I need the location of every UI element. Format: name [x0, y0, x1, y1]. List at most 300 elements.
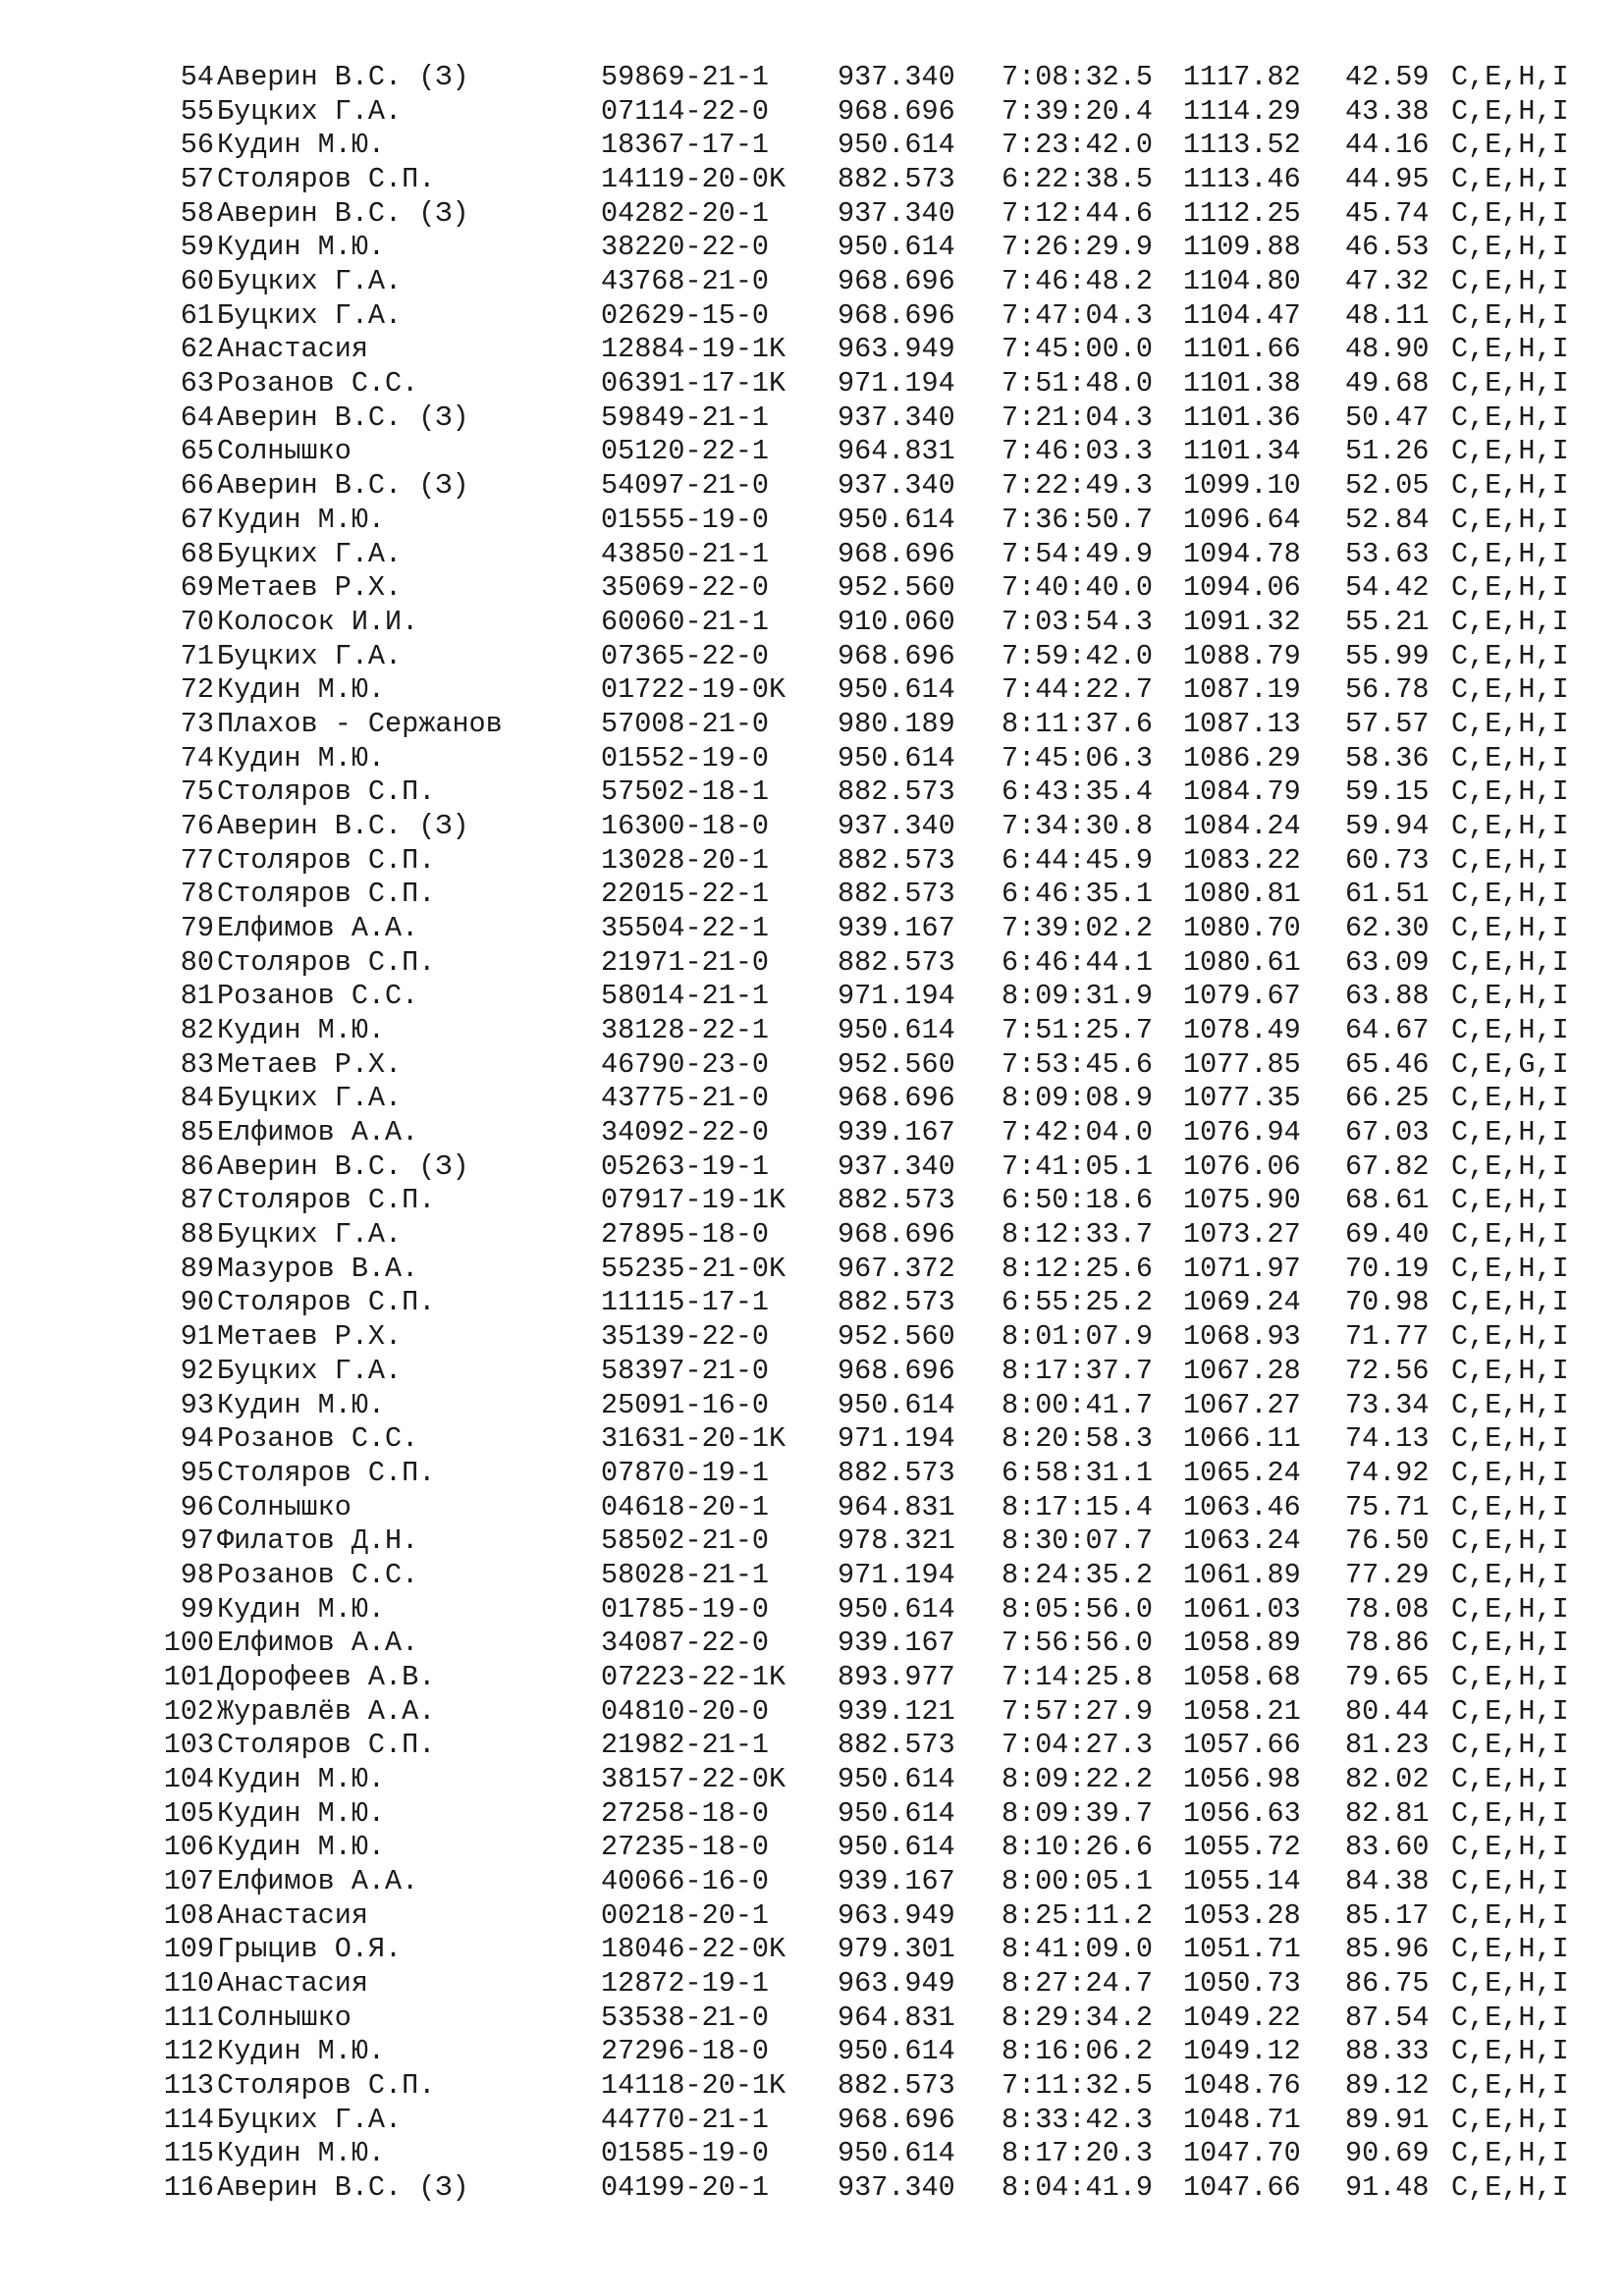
cell-dist: 968.696: [838, 298, 955, 332]
cell-num: 101: [163, 1660, 214, 1693]
cell-flags: C,E,H,I: [1451, 1865, 1569, 1898]
cell-dist: 937.340: [838, 196, 955, 230]
cell-speed: 1104.80: [1183, 265, 1301, 298]
cell-name: Кудин М.Ю.: [217, 1763, 386, 1795]
cell-speed: 1049.22: [1183, 2001, 1301, 2034]
cell-time: 6:46:35.1: [1001, 878, 1153, 911]
cell-num: 104: [163, 1763, 214, 1795]
cell-dist: 963.949: [838, 1898, 955, 1932]
cell-ring: 44770-21-1: [601, 2103, 770, 2136]
cell-time: 8:20:58.3: [1001, 1422, 1153, 1456]
cell-num: 89: [180, 1252, 214, 1285]
cell-ring: 55235-21-0K: [601, 1252, 786, 1285]
cell-ring: 57502-18-1: [601, 775, 770, 809]
cell-name: Кудин М.Ю.: [217, 231, 386, 264]
cell-dist: 968.696: [838, 2103, 955, 2136]
cell-flags: C,E,H,I: [1451, 1456, 1569, 1489]
cell-ring: 40066-16-0: [601, 1865, 770, 1898]
cell-ring: 34087-22-0: [601, 1627, 770, 1660]
cell-ring: 58014-21-1: [601, 980, 770, 1013]
cell-dist: 971.194: [838, 1422, 955, 1456]
cell-speed: 1087.19: [1183, 673, 1301, 707]
cell-coef: 68.61: [1345, 1184, 1430, 1217]
cell-dist: 978.321: [838, 1524, 955, 1558]
cell-num: 87: [180, 1184, 214, 1217]
cell-dist: 950.614: [838, 673, 955, 707]
cell-time: 8:10:26.6: [1001, 1831, 1153, 1864]
cell-time: 6:55:25.2: [1001, 1286, 1153, 1319]
cell-ring: 58028-21-1: [601, 1558, 770, 1591]
cell-speed: 1055.14: [1183, 1865, 1301, 1898]
cell-time: 7:45:06.3: [1001, 741, 1153, 774]
cell-name: Анастасия: [217, 1967, 368, 2001]
cell-time: 8:33:42.3: [1001, 2103, 1153, 2136]
cell-coef: 72.56: [1345, 1354, 1430, 1387]
cell-speed: 1077.85: [1183, 1047, 1301, 1081]
cell-coef: 50.47: [1345, 400, 1430, 434]
cell-coef: 78.86: [1345, 1627, 1430, 1660]
cell-coef: 59.15: [1345, 775, 1430, 809]
cell-flags: C,E,H,I: [1451, 605, 1569, 638]
cell-speed: 1056.98: [1183, 1763, 1301, 1795]
cell-num: 65: [180, 435, 214, 468]
cell-coef: 65.46: [1345, 1047, 1430, 1081]
cell-speed: 1056.63: [1183, 1796, 1301, 1830]
cell-coef: 63.09: [1345, 945, 1430, 979]
cell-time: 7:14:25.8: [1001, 1660, 1153, 1693]
cell-time: 8:17:37.7: [1001, 1354, 1153, 1387]
cell-time: 7:42:04.0: [1001, 1116, 1153, 1149]
cell-coef: 89.12: [1345, 2069, 1430, 2103]
cell-name: Столяров С.П.: [217, 2069, 436, 2103]
cell-flags: C,E,H,I: [1451, 1014, 1569, 1047]
cell-name: Буцких Г.А.: [217, 537, 403, 570]
cell-name: Столяров С.П.: [217, 775, 436, 809]
cell-time: 8:05:56.0: [1001, 1592, 1153, 1626]
cell-speed: 1058.68: [1183, 1660, 1301, 1693]
cell-ring: 35504-22-1: [601, 912, 770, 944]
cell-flags: C,E,H,I: [1451, 1388, 1569, 1421]
cell-flags: C,E,H,I: [1451, 1694, 1569, 1728]
cell-ring: 07365-22-0: [601, 639, 770, 672]
cell-time: 7:51:48.0: [1001, 367, 1153, 400]
cell-flags: C,E,H,I: [1451, 1592, 1569, 1626]
cell-dist: 910.060: [838, 605, 955, 638]
cell-speed: 1080.81: [1183, 878, 1301, 911]
cell-name: Столяров С.П.: [217, 1286, 436, 1319]
cell-name: Кудин М.Ю.: [217, 741, 386, 774]
cell-num: 95: [180, 1456, 214, 1489]
cell-ring: 25091-16-0: [601, 1388, 770, 1421]
cell-flags: C,E,H,I: [1451, 1252, 1569, 1285]
cell-name: Солнышко: [217, 435, 352, 468]
cell-num: 85: [180, 1116, 214, 1149]
cell-time: 7:53:45.6: [1001, 1047, 1153, 1081]
cell-time: 8:12:33.7: [1001, 1218, 1153, 1252]
cell-num: 103: [163, 1729, 214, 1762]
cell-time: 6:46:44.1: [1001, 945, 1153, 979]
cell-ring: 07223-22-1K: [601, 1660, 786, 1693]
cell-name: Розанов С.С.: [217, 1422, 419, 1456]
cell-coef: 47.32: [1345, 265, 1430, 298]
cell-time: 7:51:25.7: [1001, 1014, 1153, 1047]
cell-ring: 14119-20-0K: [601, 163, 786, 196]
cell-time: 8:41:09.0: [1001, 1933, 1153, 1966]
cell-flags: C,E,H,I: [1451, 1898, 1569, 1932]
cell-name: Кудин М.Ю.: [217, 1831, 386, 1864]
cell-flags: C,E,H,I: [1451, 435, 1569, 468]
cell-speed: 1058.21: [1183, 1694, 1301, 1728]
cell-time: 7:46:48.2: [1001, 265, 1153, 298]
cell-ring: 43775-21-0: [601, 1082, 770, 1115]
cell-speed: 1112.25: [1183, 196, 1301, 230]
cell-coef: 89.91: [1345, 2103, 1430, 2136]
cell-dist: 967.372: [838, 1252, 955, 1285]
cell-num: 61: [180, 298, 214, 332]
cell-num: 80: [180, 945, 214, 979]
cell-dist: 980.189: [838, 707, 955, 740]
cell-name: Аверин В.С. (З): [217, 809, 469, 842]
cell-speed: 1101.66: [1183, 333, 1301, 366]
cell-coef: 45.74: [1345, 196, 1430, 230]
cell-num: 76: [180, 809, 214, 842]
cell-speed: 1067.28: [1183, 1354, 1301, 1387]
cell-num: 97: [180, 1524, 214, 1558]
cell-speed: 1061.03: [1183, 1592, 1301, 1626]
cell-dist: 937.340: [838, 1149, 955, 1183]
cell-name: Колосок И.И.: [217, 605, 419, 638]
cell-name: Столяров С.П.: [217, 1456, 436, 1489]
cell-name: Буцких Г.А.: [217, 1218, 403, 1252]
cell-name: Буцких Г.А.: [217, 94, 403, 128]
cell-flags: C,E,H,I: [1451, 231, 1569, 264]
cell-coef: 62.30: [1345, 912, 1430, 944]
cell-time: 7:11:32.5: [1001, 2069, 1153, 2103]
cell-coef: 85.96: [1345, 1933, 1430, 1966]
cell-dist: 971.194: [838, 367, 955, 400]
cell-coef: 77.29: [1345, 1558, 1430, 1591]
cell-coef: 82.02: [1345, 1763, 1430, 1795]
cell-speed: 1083.22: [1183, 843, 1301, 877]
cell-name: Мазуров В.А.: [217, 1252, 419, 1285]
cell-time: 7:22:49.3: [1001, 469, 1153, 503]
cell-time: 8:00:41.7: [1001, 1388, 1153, 1421]
cell-ring: 04199-20-1: [601, 2171, 770, 2205]
cell-dist: 950.614: [838, 2137, 955, 2170]
cell-dist: 971.194: [838, 980, 955, 1013]
cell-flags: C,E,H,I: [1451, 843, 1569, 877]
cell-ring: 27235-18-0: [601, 1831, 770, 1864]
cell-time: 6:50:18.6: [1001, 1184, 1153, 1217]
cell-flags: C,E,H,I: [1451, 1116, 1569, 1149]
cell-ring: 05120-22-1: [601, 435, 770, 468]
cell-dist: 950.614: [838, 2035, 955, 2068]
cell-time: 7:54:49.9: [1001, 537, 1153, 570]
cell-name: Аверин В.С. (З): [217, 61, 469, 93]
cell-speed: 1101.38: [1183, 367, 1301, 400]
cell-num: 91: [180, 1320, 214, 1354]
cell-dist: 950.614: [838, 1831, 955, 1864]
cell-ring: 04618-20-1: [601, 1490, 770, 1523]
cell-coef: 48.11: [1345, 298, 1430, 332]
cell-time: 7:23:42.0: [1001, 129, 1153, 162]
cell-num: 56: [180, 129, 214, 162]
cell-flags: C,E,H,I: [1451, 1627, 1569, 1660]
cell-num: 73: [180, 707, 214, 740]
cell-ring: 21971-21-0: [601, 945, 770, 979]
cell-num: 58: [180, 196, 214, 230]
cell-flags: C,E,H,I: [1451, 1524, 1569, 1558]
cell-coef: 78.08: [1345, 1592, 1430, 1626]
cell-coef: 80.44: [1345, 1694, 1430, 1728]
cell-speed: 1048.71: [1183, 2103, 1301, 2136]
cell-ring: 16300-18-0: [601, 809, 770, 842]
cell-time: 8:00:05.1: [1001, 1865, 1153, 1898]
cell-flags: C,E,H,I: [1451, 741, 1569, 774]
cell-name: Столяров С.П.: [217, 878, 436, 911]
cell-name: Журавлёв А.А.: [217, 1694, 436, 1728]
cell-ring: 18367-17-1: [601, 129, 770, 162]
cell-flags: C,E,H,I: [1451, 265, 1569, 298]
cell-speed: 1101.36: [1183, 400, 1301, 434]
cell-name: Столяров С.П.: [217, 1184, 436, 1217]
cell-time: 8:24:35.2: [1001, 1558, 1153, 1591]
cell-num: 63: [180, 367, 214, 400]
cell-coef: 83.60: [1345, 1831, 1430, 1864]
cell-coef: 69.40: [1345, 1218, 1430, 1252]
cell-coef: 52.84: [1345, 503, 1430, 536]
cell-dist: 937.340: [838, 61, 955, 93]
cell-dist: 952.560: [838, 571, 955, 605]
cell-dist: 952.560: [838, 1320, 955, 1354]
cell-flags: C,E,H,I: [1451, 1218, 1569, 1252]
cell-num: 86: [180, 1149, 214, 1183]
cell-speed: 1094.06: [1183, 571, 1301, 605]
cell-ring: 43850-21-1: [601, 537, 770, 570]
cell-time: 7:47:04.3: [1001, 298, 1153, 332]
cell-num: 60: [180, 265, 214, 298]
cell-speed: 1113.46: [1183, 163, 1301, 196]
cell-flags: C,E,H,I: [1451, 1933, 1569, 1966]
cell-coef: 59.94: [1345, 809, 1430, 842]
cell-dist: 882.573: [838, 775, 955, 809]
cell-num: 55: [180, 94, 214, 128]
cell-coef: 67.03: [1345, 1116, 1430, 1149]
cell-name: Буцких Г.А.: [217, 2103, 403, 2136]
cell-time: 7:04:27.3: [1001, 1729, 1153, 1762]
cell-flags: C,E,H,I: [1451, 367, 1569, 400]
cell-num: 90: [180, 1286, 214, 1319]
cell-num: 93: [180, 1388, 214, 1421]
cell-flags: C,E,H,I: [1451, 2103, 1569, 2136]
cell-time: 7:08:32.5: [1001, 61, 1153, 93]
cell-num: 102: [163, 1694, 214, 1728]
cell-ring: 02629-15-0: [601, 298, 770, 332]
cell-time: 7:40:40.0: [1001, 571, 1153, 605]
cell-flags: C,E,H,I: [1451, 2069, 1569, 2103]
cell-num: 79: [180, 912, 214, 944]
cell-time: 6:43:35.4: [1001, 775, 1153, 809]
cell-dist: 882.573: [838, 1729, 955, 1762]
cell-name: Филатов Д.Н.: [217, 1524, 419, 1558]
cell-speed: 1084.79: [1183, 775, 1301, 809]
cell-speed: 1047.66: [1183, 2171, 1301, 2205]
cell-coef: 84.38: [1345, 1865, 1430, 1898]
cell-speed: 1077.35: [1183, 1082, 1301, 1115]
cell-speed: 1091.32: [1183, 605, 1301, 638]
cell-name: Столяров С.П.: [217, 163, 436, 196]
cell-dist: 968.696: [838, 537, 955, 570]
cell-speed: 1066.11: [1183, 1422, 1301, 1456]
cell-name: Грыцив О.Я.: [217, 1933, 403, 1966]
cell-ring: 46790-23-0: [601, 1047, 770, 1081]
cell-speed: 1063.46: [1183, 1490, 1301, 1523]
cell-dist: 882.573: [838, 163, 955, 196]
cell-name: Кудин М.Ю.: [217, 1014, 386, 1047]
cell-name: Кудин М.Ю.: [217, 1388, 386, 1421]
cell-speed: 1086.29: [1183, 741, 1301, 774]
cell-dist: 971.194: [838, 1558, 955, 1591]
cell-time: 8:09:08.9: [1001, 1082, 1153, 1115]
cell-num: 72: [180, 673, 214, 707]
cell-name: Кудин М.Ю.: [217, 1592, 386, 1626]
cell-dist: 939.167: [838, 1627, 955, 1660]
cell-dist: 882.573: [838, 843, 955, 877]
cell-num: 88: [180, 1218, 214, 1252]
cell-flags: C,E,H,I: [1451, 980, 1569, 1013]
cell-coef: 49.68: [1345, 367, 1430, 400]
cell-name: Кудин М.Ю.: [217, 1796, 386, 1830]
cell-speed: 1065.24: [1183, 1456, 1301, 1489]
cell-speed: 1101.34: [1183, 435, 1301, 468]
cell-name: Анастасия: [217, 333, 368, 366]
cell-coef: 70.98: [1345, 1286, 1430, 1319]
cell-num: 109: [163, 1933, 214, 1966]
cell-name: Буцких Г.А.: [217, 1082, 403, 1115]
cell-num: 68: [180, 537, 214, 570]
cell-speed: 1096.64: [1183, 503, 1301, 536]
cell-ring: 59869-21-1: [601, 61, 770, 93]
cell-num: 107: [163, 1865, 214, 1898]
cell-num: 82: [180, 1014, 214, 1047]
cell-ring: 01585-19-0: [601, 2137, 770, 2170]
cell-name: Плахов - Сержанов: [217, 707, 503, 740]
cell-flags: C,E,H,I: [1451, 400, 1569, 434]
cell-coef: 66.25: [1345, 1082, 1430, 1115]
cell-flags: C,E,H,I: [1451, 1320, 1569, 1354]
cell-coef: 91.48: [1345, 2171, 1430, 2205]
cell-flags: C,E,H,I: [1451, 707, 1569, 740]
cell-speed: 1058.89: [1183, 1627, 1301, 1660]
cell-num: 99: [180, 1592, 214, 1626]
cell-num: 106: [163, 1831, 214, 1864]
cell-dist: 937.340: [838, 469, 955, 503]
cell-dist: 950.614: [838, 1014, 955, 1047]
cell-speed: 1113.52: [1183, 129, 1301, 162]
cell-speed: 1099.10: [1183, 469, 1301, 503]
cell-name: Розанов С.С.: [217, 367, 419, 400]
cell-time: 8:29:34.2: [1001, 2001, 1153, 2034]
cell-coef: 61.51: [1345, 878, 1430, 911]
cell-dist: 950.614: [838, 1388, 955, 1421]
cell-dist: 950.614: [838, 1763, 955, 1795]
cell-time: 6:58:31.1: [1001, 1456, 1153, 1489]
cell-dist: 964.831: [838, 1490, 955, 1523]
cell-flags: C,E,H,I: [1451, 537, 1569, 570]
cell-dist: 937.340: [838, 809, 955, 842]
cell-speed: 1055.72: [1183, 1831, 1301, 1864]
cell-dist: 950.614: [838, 741, 955, 774]
cell-ring: 35069-22-0: [601, 571, 770, 605]
cell-ring: 38157-22-0K: [601, 1763, 786, 1795]
cell-ring: 01552-19-0: [601, 741, 770, 774]
cell-num: 75: [180, 775, 214, 809]
cell-speed: 1073.27: [1183, 1218, 1301, 1252]
cell-name: Столяров С.П.: [217, 843, 436, 877]
cell-flags: C,E,H,I: [1451, 1660, 1569, 1693]
cell-num: 112: [163, 2035, 214, 2068]
cell-ring: 04810-20-0: [601, 1694, 770, 1728]
cell-num: 108: [163, 1898, 214, 1932]
cell-coef: 54.42: [1345, 571, 1430, 605]
cell-name: Елфимов А.А.: [217, 1116, 419, 1149]
cell-name: Аверин В.С. (З): [217, 400, 469, 434]
cell-num: 96: [180, 1490, 214, 1523]
cell-speed: 1067.27: [1183, 1388, 1301, 1421]
cell-ring: 57008-21-0: [601, 707, 770, 740]
cell-time: 7:56:56.0: [1001, 1627, 1153, 1660]
cell-coef: 44.95: [1345, 163, 1430, 196]
cell-num: 98: [180, 1558, 214, 1591]
cell-coef: 75.71: [1345, 1490, 1430, 1523]
cell-speed: 1063.24: [1183, 1524, 1301, 1558]
cell-speed: 1047.70: [1183, 2137, 1301, 2170]
cell-ring: 27258-18-0: [601, 1796, 770, 1830]
cell-coef: 46.53: [1345, 231, 1430, 264]
cell-coef: 53.63: [1345, 537, 1430, 570]
cell-speed: 1076.06: [1183, 1149, 1301, 1183]
cell-name: Метаев Р.Х.: [217, 1320, 403, 1354]
cell-num: 92: [180, 1354, 214, 1387]
cell-name: Кудин М.Ю.: [217, 503, 386, 536]
cell-num: 70: [180, 605, 214, 638]
cell-num: 57: [180, 163, 214, 196]
cell-time: 7:12:44.6: [1001, 196, 1153, 230]
cell-num: 100: [163, 1627, 214, 1660]
cell-flags: C,E,H,I: [1451, 809, 1569, 842]
cell-ring: 59849-21-1: [601, 400, 770, 434]
cell-name: Кудин М.Ю.: [217, 2137, 386, 2170]
cell-dist: 882.573: [838, 2069, 955, 2103]
cell-ring: 12872-19-1: [601, 1967, 770, 2001]
cell-name: Розанов С.С.: [217, 1558, 419, 1591]
cell-name: Аверин В.С. (З): [217, 2171, 469, 2205]
cell-flags: C,E,H,I: [1451, 1729, 1569, 1762]
cell-name: Буцких Г.А.: [217, 639, 403, 672]
cell-coef: 67.82: [1345, 1149, 1430, 1183]
cell-dist: 939.167: [838, 912, 955, 944]
cell-dist: 968.696: [838, 1354, 955, 1387]
cell-flags: C,E,H,I: [1451, 945, 1569, 979]
cell-time: 7:46:03.3: [1001, 435, 1153, 468]
cell-ring: 27895-18-0: [601, 1218, 770, 1252]
cell-time: 6:22:38.5: [1001, 163, 1153, 196]
cell-speed: 1094.78: [1183, 537, 1301, 570]
cell-time: 8:30:07.7: [1001, 1524, 1153, 1558]
cell-name: Буцких Г.А.: [217, 1354, 403, 1387]
cell-coef: 76.50: [1345, 1524, 1430, 1558]
cell-time: 7:59:42.0: [1001, 639, 1153, 672]
